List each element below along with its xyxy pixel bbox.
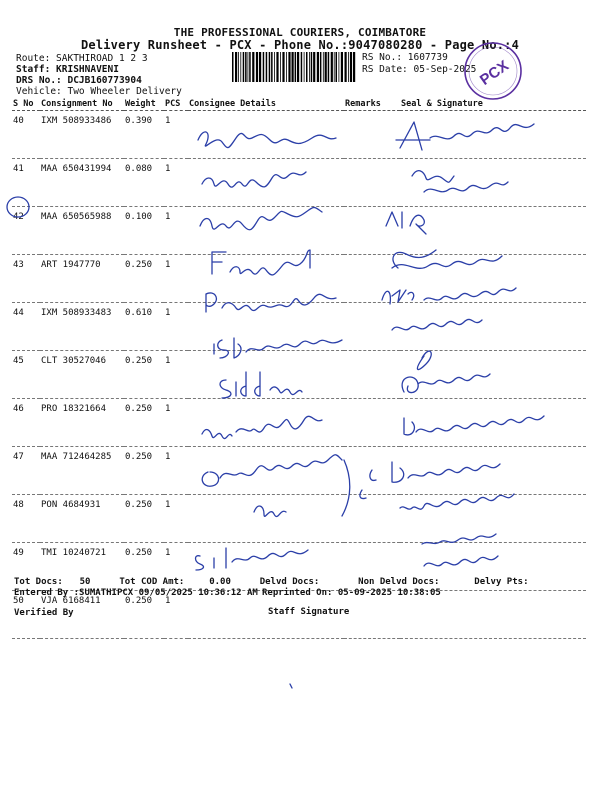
signature-cell [400, 207, 586, 255]
consignment-cell: IXM 508933486 [40, 111, 124, 159]
sno-cell: 44 [12, 303, 40, 351]
barcode-bar [345, 52, 347, 82]
remarks-cell [344, 207, 400, 255]
barcode-bar [311, 52, 313, 82]
totals-line [14, 577, 528, 587]
barcode-bar [350, 52, 352, 82]
pcs-cell: 1 [164, 447, 188, 495]
tot-cod-label: Tot COD Amt: [119, 577, 185, 587]
pcs-cell: 1 [164, 351, 188, 399]
col-consignee: Consignee Details [188, 98, 344, 111]
signature-cell [400, 495, 586, 543]
table-row [12, 447, 586, 495]
consignment-cell: TMI 10240721 [40, 543, 124, 591]
col-consignment: Consignment No [40, 98, 124, 111]
signature-cell [400, 303, 586, 351]
signature-cell [400, 111, 586, 159]
rs-info [362, 52, 476, 76]
consignment-cell: ART 1947770 [40, 255, 124, 303]
table-row [12, 111, 586, 159]
sno-cell: 42 [12, 207, 40, 255]
consignment-cell: CLT 30527046 [40, 351, 124, 399]
barcode-bar [295, 52, 297, 82]
delvy-pts-label: Delvy Pts: [474, 577, 529, 587]
remarks-cell [344, 159, 400, 207]
consignment-cell: MAA 650431994 [40, 159, 124, 207]
weight-cell: 0.250 [124, 255, 164, 303]
rs-number: RS No.: 1607739 [362, 52, 448, 63]
table-row [12, 207, 586, 255]
col-signature: Seal & Signature [400, 98, 586, 111]
signature-cell [400, 351, 586, 399]
barcode-bar [323, 52, 324, 82]
barcode-bar [271, 52, 273, 82]
barcode-bar [309, 52, 310, 82]
consignee-cell [188, 207, 344, 255]
barcode-bar [317, 52, 319, 82]
sno-cell: 41 [12, 159, 40, 207]
barcode-bar [266, 52, 268, 82]
weight-cell: 0.100 [124, 207, 164, 255]
weight-cell: 0.250 [124, 351, 164, 399]
barcode-bar [301, 52, 303, 82]
sno-cell: 46 [12, 399, 40, 447]
barcode-bar [334, 52, 335, 82]
barcode-bar [292, 52, 294, 82]
pcs-cell: 1 [164, 303, 188, 351]
barcode-bar [336, 52, 338, 82]
barcode-bar [341, 52, 343, 82]
pcs-cell: 1 [164, 159, 188, 207]
consignee-cell [188, 159, 344, 207]
pcs-cell: 1 [164, 207, 188, 255]
consignment-cell: PON 4684931 [40, 495, 124, 543]
signature-cell [400, 255, 586, 303]
pcs-cell: 1 [164, 495, 188, 543]
remarks-cell [344, 255, 400, 303]
barcode-bar [259, 52, 261, 82]
table-row [12, 399, 586, 447]
barcode-bar [274, 52, 275, 82]
pcs-cell: 1 [164, 591, 188, 639]
sno-cell: 47 [12, 447, 40, 495]
barcode-bar [249, 52, 251, 82]
table-row [12, 159, 586, 207]
barcode-bar [243, 52, 245, 82]
weight-cell: 0.080 [124, 159, 164, 207]
barcode-bar [256, 52, 258, 82]
consignment-cell: IXM 508933483 [40, 303, 124, 351]
barcode-bar [320, 52, 322, 82]
barcode-bar [269, 52, 271, 82]
weight-cell: 0.250 [124, 495, 164, 543]
tot-docs-label: Tot Docs: [14, 577, 63, 587]
col-remarks: Remarks [344, 98, 400, 111]
vehicle-label: Vehicle: Two Wheeler Delivery [16, 86, 182, 97]
entered-by: Entered By :SUMATHIPCX 09/05/2025 10:36:12 AM [14, 588, 258, 598]
pcs-cell: 1 [164, 399, 188, 447]
stray-ink-mark [290, 684, 292, 688]
signature-cell [400, 399, 586, 447]
barcode-bar [286, 52, 287, 82]
barcode-bar [235, 52, 237, 82]
sno-cell: 40 [12, 111, 40, 159]
barcode-bar [252, 52, 254, 82]
consignee-cell [188, 351, 344, 399]
staff-signature: Staff Signature [268, 607, 350, 617]
delvd-docs-label: Delvd Docs: [259, 577, 320, 587]
weight-cell: 0.250 [124, 399, 164, 447]
runsheet-subtitle: Delivery Runsheet - PCX - Phone No.:9047080280 - Page No.:4 [80, 38, 520, 52]
barcode-bar [348, 52, 349, 82]
barcode-bar [328, 52, 330, 82]
barcode-bar [325, 52, 327, 82]
col-sno: S No [12, 98, 40, 111]
consignee-cell [188, 399, 344, 447]
table-row [12, 255, 586, 303]
weight-cell: 0.250 [124, 591, 164, 639]
remarks-cell [344, 495, 400, 543]
sno-cell: 50 [12, 591, 40, 639]
tot-docs-value: 50 [79, 577, 91, 587]
rs-date: RS Date: 05-Sep-2025 [362, 64, 477, 75]
barcode-bar [306, 52, 308, 82]
barcode-bar [232, 52, 234, 82]
consignment-cell: MAA 712464285 [40, 447, 124, 495]
weight-cell: 0.390 [124, 111, 164, 159]
runsheet-table [12, 98, 586, 639]
weight-cell: 0.250 [124, 543, 164, 591]
barcode-bar [238, 52, 239, 82]
sno-cell: 49 [12, 543, 40, 591]
verified-by: Verified By [14, 608, 74, 618]
consignment-cell: MAA 650565988 [40, 207, 124, 255]
barcode-bar [331, 52, 333, 82]
barcode-bar [263, 52, 265, 82]
table-row [12, 303, 586, 351]
barcode-bar [248, 52, 249, 82]
barcode-bar [282, 52, 284, 82]
col-pcs: PCS [164, 98, 188, 111]
stamp-text: PCX [476, 57, 512, 89]
consignee-cell [188, 447, 344, 495]
remarks-cell [344, 399, 400, 447]
barcode-bar [313, 52, 315, 82]
route-label: Route: SAKTHIROAD 1 2 3 [16, 53, 148, 64]
consignee-cell [188, 255, 344, 303]
remarks-cell [344, 111, 400, 159]
staff-label: Staff: KRISHNAVENI [16, 64, 119, 75]
pcx-stamp [462, 40, 524, 102]
barcode-bar [276, 52, 278, 82]
table-row [12, 495, 586, 543]
col-weight: Weight [124, 98, 164, 111]
consignee-cell [188, 111, 344, 159]
pcs-cell: 1 [164, 255, 188, 303]
sno-cell: 43 [12, 255, 40, 303]
table-header-row [12, 98, 586, 111]
sno-cell: 45 [12, 351, 40, 399]
barcode-bar [288, 52, 290, 82]
tot-cod-value: 0.00 [209, 577, 231, 587]
signature-cell [400, 447, 586, 495]
company-title: THE PROFESSIONAL COURIERS, COIMBATORE [173, 26, 427, 39]
consignee-cell [188, 495, 344, 543]
barcode-bar [304, 52, 305, 82]
drs-number: DRS No.: DCJB160773904 [16, 75, 142, 86]
weight-cell: 0.250 [124, 447, 164, 495]
signature-cell [400, 159, 586, 207]
table-row [12, 351, 586, 399]
barcode-bar [245, 52, 247, 82]
pcs-cell: 1 [164, 111, 188, 159]
reprinted-on: Reprinted On: 05-09-2025 10:38:05 [262, 588, 441, 598]
consignment-cell: PRO 18321664 [40, 399, 124, 447]
barcode-bar [280, 52, 281, 82]
barcode-bar [297, 52, 299, 82]
pcs-cell: 1 [164, 543, 188, 591]
consignee-cell [188, 303, 344, 351]
remarks-cell [344, 351, 400, 399]
barcode-bar [240, 52, 241, 82]
barcode-bar [339, 52, 340, 82]
non-delvd-docs-label: Non Delvd Docs: [358, 577, 440, 587]
consignment-cell: VJA 6168411 [40, 591, 124, 639]
remarks-cell [344, 447, 400, 495]
sno-cell: 48 [12, 495, 40, 543]
barcode [232, 52, 358, 82]
weight-cell: 0.610 [124, 303, 164, 351]
remarks-cell [344, 303, 400, 351]
barcode-bar [353, 52, 355, 82]
